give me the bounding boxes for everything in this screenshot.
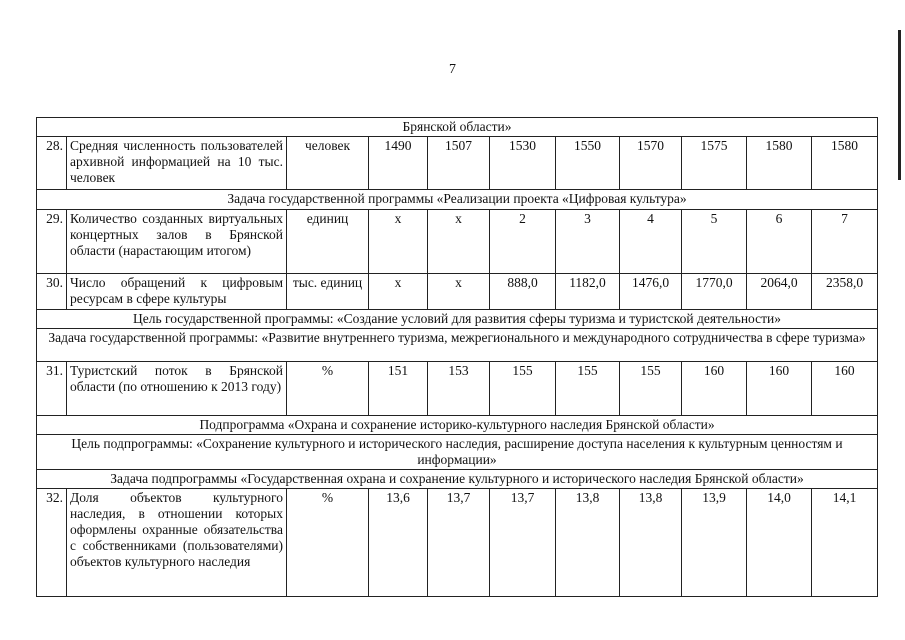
value-cell: 151 <box>369 362 428 416</box>
value-cell: 1570 <box>620 137 682 190</box>
section-title: Цель государственной программы: «Создание условий для развития сферы туризма и туристской деятельности» <box>37 310 878 329</box>
value-cell: 1530 <box>490 137 556 190</box>
table-row <box>37 362 878 416</box>
value-cell: 13,7 <box>428 489 490 597</box>
value-cell: 13,6 <box>369 489 428 597</box>
row-number: 28. <box>37 137 67 190</box>
row-number: 32. <box>37 489 67 597</box>
indicators-table <box>36 117 878 597</box>
section-title: Цель подпрограммы: «Сохранение культурного и исторического наследия, расширение доступа населения к культурным ценностям и информации» <box>37 435 878 470</box>
header-continuation-row <box>37 118 878 137</box>
value-cell: 1476,0 <box>620 274 682 310</box>
indicator-name: Средняя численность пользователей архивной информацией на 10 тыс. человек <box>67 137 287 190</box>
value-cell: 13,8 <box>556 489 620 597</box>
value-cell: 160 <box>682 362 747 416</box>
indicator-name: Количество созданных виртуальных концертных залов в Брянской области (нарастающим итогом) <box>67 210 287 274</box>
value-cell: x <box>369 210 428 274</box>
value-cell: 888,0 <box>490 274 556 310</box>
row-number: 29. <box>37 210 67 274</box>
table-row <box>37 489 878 597</box>
indicator-name: Число обращений к цифровым ресурсам в сфере культуры <box>67 274 287 310</box>
value-cell: 1580 <box>812 137 878 190</box>
value-cell: 160 <box>812 362 878 416</box>
value-cell: 2358,0 <box>812 274 878 310</box>
indicator-name: Туристский поток в Брянской области (по отношению к 2013 году) <box>67 362 287 416</box>
value-cell: 1182,0 <box>556 274 620 310</box>
section-row <box>37 190 878 210</box>
section-title: Подпрограмма «Охрана и сохранение историко-культурного наследия Брянской области» <box>37 416 878 435</box>
page-number: 7 <box>449 62 456 77</box>
unit-cell: % <box>287 489 369 597</box>
value-cell: 1770,0 <box>682 274 747 310</box>
value-cell: 1575 <box>682 137 747 190</box>
value-cell: 1580 <box>747 137 812 190</box>
row-number: 31. <box>37 362 67 416</box>
value-cell: x <box>369 274 428 310</box>
value-cell: 3 <box>556 210 620 274</box>
unit-cell: единиц <box>287 210 369 274</box>
section-row <box>37 435 878 470</box>
unit-cell: % <box>287 362 369 416</box>
value-cell: 13,8 <box>620 489 682 597</box>
table-row <box>37 210 878 274</box>
value-cell: 14,1 <box>812 489 878 597</box>
section-title: Задача подпрограммы «Государственная охрана и сохранение культурного и исторического наследия Брянской области» <box>37 470 878 489</box>
table-row <box>37 137 878 190</box>
value-cell: 7 <box>812 210 878 274</box>
value-cell: 2064,0 <box>747 274 812 310</box>
value-cell: 5 <box>682 210 747 274</box>
value-cell: 1507 <box>428 137 490 190</box>
unit-cell: тыс. единиц <box>287 274 369 310</box>
scan-edge-mark <box>898 30 901 180</box>
table-row <box>37 274 878 310</box>
value-cell: 2 <box>490 210 556 274</box>
indicator-name: Доля объектов культурного наследия, в отношении которых оформлены охранные обязательства с собственниками (пользователями) объектов культурного наследия <box>67 489 287 597</box>
value-cell: 155 <box>556 362 620 416</box>
header-continuation-text: Брянской области» <box>37 118 878 137</box>
unit-cell: человек <box>287 137 369 190</box>
value-cell: 153 <box>428 362 490 416</box>
value-cell: 13,7 <box>490 489 556 597</box>
section-title: Задача государственной программы «Реализации проекта «Цифровая культура» <box>37 190 878 210</box>
value-cell: x <box>428 210 490 274</box>
section-row <box>37 470 878 489</box>
value-cell: x <box>428 274 490 310</box>
value-cell: 13,9 <box>682 489 747 597</box>
value-cell: 4 <box>620 210 682 274</box>
value-cell: 160 <box>747 362 812 416</box>
value-cell: 14,0 <box>747 489 812 597</box>
value-cell: 155 <box>490 362 556 416</box>
value-cell: 155 <box>620 362 682 416</box>
value-cell: 1550 <box>556 137 620 190</box>
section-row <box>37 310 878 329</box>
value-cell: 1490 <box>369 137 428 190</box>
section-row <box>37 329 878 362</box>
row-number: 30. <box>37 274 67 310</box>
section-row <box>37 416 878 435</box>
value-cell: 6 <box>747 210 812 274</box>
section-title: Задача государственной программы: «Развитие внутреннего туризма, межрегионального и международного сотрудничества в сфере туризма» <box>37 329 878 362</box>
